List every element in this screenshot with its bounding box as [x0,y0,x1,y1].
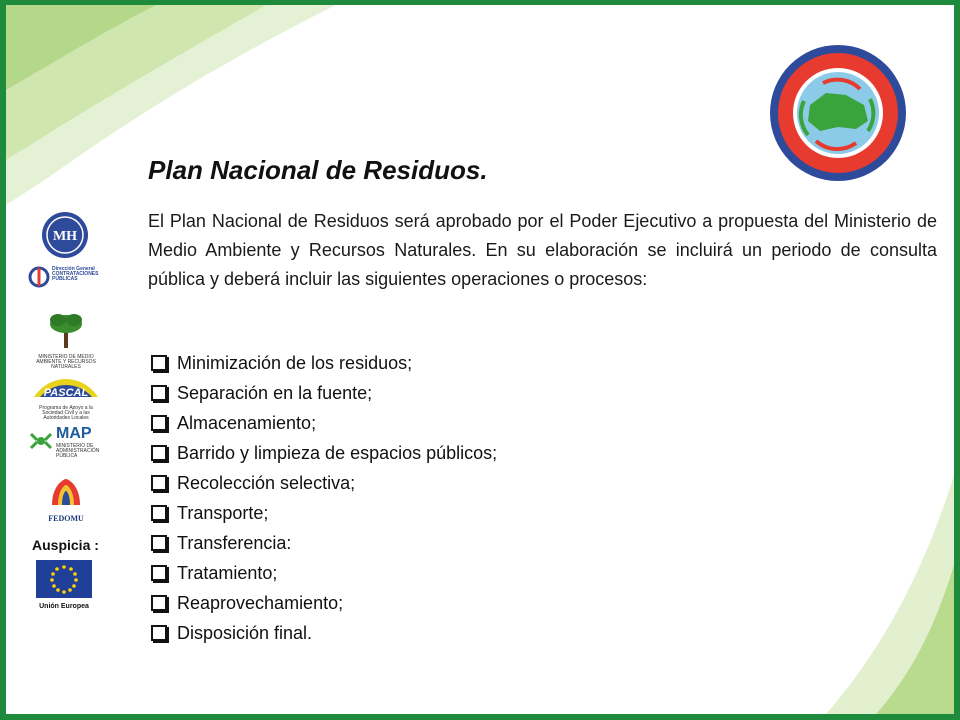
list-item: Recolección selectiva; [151,468,497,498]
mh-logo [40,210,90,260]
process-list [151,348,497,648]
svg-text:MH: MH [52,229,78,244]
map-emblem-icon [28,428,54,454]
list-item: Almacenamiento; [151,408,497,438]
union-europea-logo: Unión Europea [36,560,92,610]
list-item: Transferencia: [151,528,497,558]
medio-ambiente-logo: MINISTERIO DE MEDIO AMBIENTE Y RECURSOS NATURALES [28,310,104,366]
list-item: Disposición final. [151,618,497,648]
tree-icon [28,310,104,350]
slide [6,5,954,714]
fedomu-emblem-icon [38,475,94,509]
checkbox-bullet-icon [151,535,167,551]
checkbox-bullet-icon [151,505,167,521]
campaign-seal-logo [768,43,908,183]
checkbox-bullet-icon [151,565,167,581]
list-item: Separación en la fuente; [151,378,497,408]
map-logo: MAP MINISTERIO DE ADMINISTRACIÓN PÚBLICA [28,425,106,461]
auspicia-label: Auspicia : [32,537,99,553]
checkbox-bullet-icon [151,625,167,641]
fedomu-logo: FEDOMU [38,475,94,521]
svg-text:PASCAL: PASCAL [43,387,89,399]
eu-flag-icon [36,560,92,598]
list-item: Minimización de los residuos; [151,348,497,378]
list-item: Reaprovechamiento; [151,588,497,618]
checkbox-bullet-icon [151,475,167,491]
list-item: Tratamiento; [151,558,497,588]
checkbox-bullet-icon [151,445,167,461]
checkbox-bullet-icon [151,595,167,611]
checkbox-bullet-icon [151,355,167,371]
list-item: Barrido y limpieza de espacios públicos; [151,438,497,468]
intro-paragraph: El Plan Nacional de Residuos será aprobado por el Poder Ejecutivo a propuesta del Ministerio de Medio Ambiente y Recursos Naturales. En su elaboración se incluirá un periodo de consulta pública y deberá incluir las siguientes operaciones o procesos: [148,211,937,289]
pascal-logo: PASCAL Programa de Apoyo a la Sociedad Civil y a las Autoridades Locales [30,373,102,415]
checkbox-bullet-icon [151,415,167,431]
pascal-emblem-icon [30,373,102,401]
dgcp-logo: Dirección General CONTRATACIONES PÚBLICAS [28,263,104,291]
dgcp-emblem-icon [28,266,50,288]
slide-title: Plan Nacional de Residuos. [148,155,488,185]
checkbox-bullet-icon [151,385,167,401]
list-item: Transporte; [151,498,497,528]
